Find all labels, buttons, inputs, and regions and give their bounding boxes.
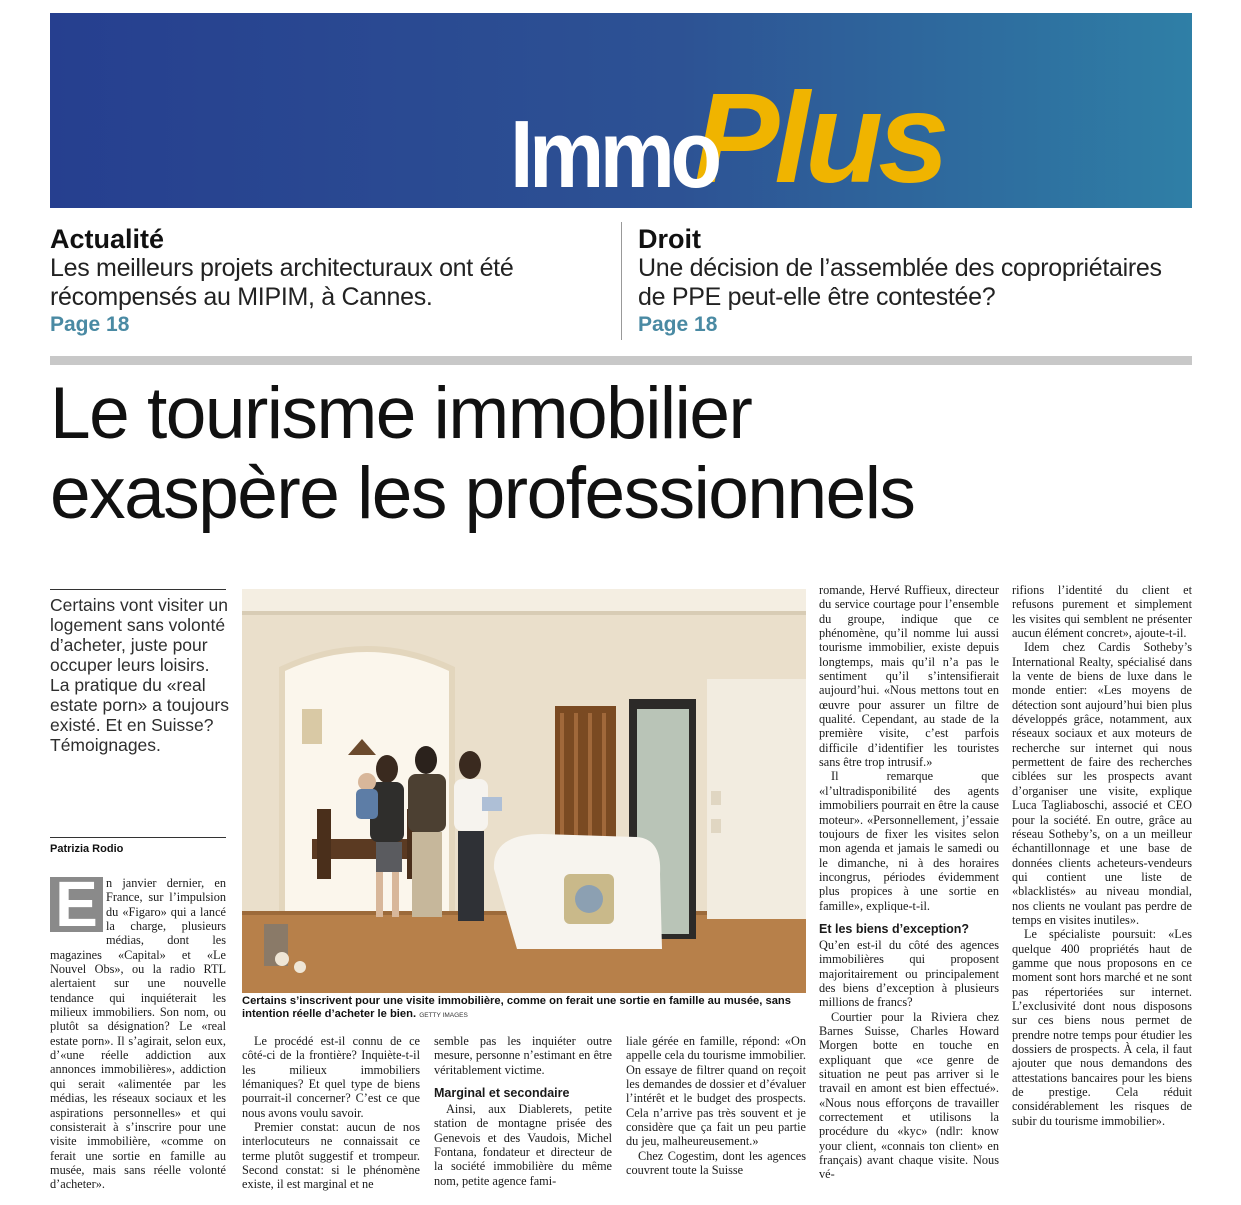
masthead-banner	[50, 13, 1192, 208]
teaser-page-ref[interactable]: Page 18	[50, 313, 130, 336]
body-paragraph: Ainsi, aux Diablerets, petite station de montagne prisée des Genevois et des Vaudois, Michel Fontana, fondateur et directeur de la société immobilière du même nom, petite agence fami-	[434, 1102, 612, 1188]
dropcap-spacer	[50, 876, 106, 934]
body-paragraph: Idem chez Cardis Sotheby’s International Realty, spécialisé dans la vente de biens de luxe dans le monde entier: «Les moyens de détection sont aujourd’hui bien plus développés grâce, notamment, aux réseaux sociaux et aux moteurs de recherche sur internet qui nous permettent de faire des recherches ciblées sur les prospects avant d’organiser une visite, explique Luca Tagliaboschi, associé et CEO pour la société. En outre, grâce au réseau Sotheby’s, on a un meilleur échantillonnage et une base de données clients acheteurs-vendeurs qui contient une liste de «blacklistés» au niveau mondial, nos clients ne voulant pas perdre de temps en visites inutiles».	[1012, 640, 1192, 927]
body-paragraph: romande, Hervé Ruffieux, directeur du service courtage pour l’ensemble du groupe, indique que ce phénomène, qu’il nomme lui aussi tourisme immobilier, existe depuis longtemps, mais qu’il n’a pas le sentiment qu’il s’intensifierait aujourd’hui. «Nous mettons tout en œuvre pour assurer un filtre de qualité. Cependant, au stade de la première visite, c’est parfois difficile d’identifier les touristes sans être trop intrusif.»	[819, 583, 999, 770]
body-column-3	[434, 1034, 612, 1188]
body-column-2	[242, 1034, 420, 1192]
headline-rule	[50, 356, 1192, 365]
caption-text: Certains s’inscrivent pour une visite immobilière, comme on ferait une sortie en famille au musée, sans intention réelle d’acheter le bien.	[242, 995, 791, 1020]
logo-immo: Immo	[510, 101, 718, 208]
body-paragraph: Premier constat: aucun de nos interlocuteurs ne connaissait ce terme plutôt suggestif et trompeur. Second constat: si le phénomène existe, il est marginal et ne	[242, 1120, 420, 1192]
headline-line: exaspère les professionnels	[50, 453, 915, 534]
teaser-droit[interactable]	[638, 224, 1194, 338]
teaser-category: Droit	[638, 224, 701, 254]
dropcap: E	[50, 877, 103, 932]
body-paragraph: Qu’en est-il du côté des agences immobilières qui proposent majoritairement ou principalement des biens d’exception à plusieurs millions de francs?	[819, 937, 999, 1010]
body-paragraph: semble pas les inquiéter outre mesure, personne n’estimant en être véritablement victime.	[434, 1034, 612, 1077]
body-paragraph: Courtier pour la Riviera chez Barnes Suisse, Charles Howard Morgen botte en touche en expliquant que «ce genre de situation ne peut pas arriver si le travail en amont est bien effectué». «Nous nous efforçons de travailler correctement et utilisons la procédure du «kyc» (ndlr: know your client, «connais ton client» en français) avant chaque visite. Nous vé-	[819, 1009, 999, 1182]
subheading: Marginal et secondaire	[434, 1086, 570, 1101]
body-paragraph: Le spécialiste poursuit: «Les quelque 400 propriétés haut de gamme que nous proposons en ce moment sont hors marché et ne sont pas répertoriées sur internet. L’exclusivité dont nous disposons sur ces biens nous permet de prendre notre temps pour étudier les dossiers de prospects. À cela, il faut ajouter que nous demandons des attestations bancaires pour les biens de prestige. Cela réduit considérablement les risques de subir du tourisme immobilier».	[1012, 927, 1192, 1128]
body-paragraph: Chez Cogestim, dont les agences couvrent toute la Suisse	[626, 1148, 806, 1178]
body-paragraph: Le procédé est-il connu de ce côté-ci de la frontière? Inquiète-t-il les milieux immobiliers lémaniques? Et quel type de biens pourrait-il concerner? C’est ce que nous avons voulu savoir.	[242, 1034, 420, 1120]
subheading: Et les biens d’exception?	[819, 921, 970, 936]
photo-credit: GETTY IMAGES	[419, 1012, 468, 1019]
article-headline	[50, 374, 1210, 534]
photo-caption	[242, 995, 808, 1022]
body-paragraph: Il remarque que «l’ultradisponibilité des agents immobiliers pourrait en être la cause moteur». «Personnellement, j’essaie toujours de fixer les visites selon mon agenda et jamais le samedi ou le dimanche, ni à des horaires incongrus, périodes évidemment plus propices à une sortie en famille», explique-t-il.	[819, 769, 999, 913]
teaser-category: Actualité	[50, 224, 165, 254]
body-paragraph: liale gérée en famille, répond: «On appelle cela du tourisme immobilier. On essaye de filtrer quand on reçoit les demandes de dossier et d’évaluer l’intérêt et le budget des prospects. Cela n’arrive pas très souvent et je considère que ça fait un peu partie du jeu, malheureusement.»	[626, 1034, 806, 1149]
headline-line: Le tourisme immobilier	[50, 373, 752, 454]
body-column-6	[1012, 583, 1192, 1128]
immoplus-logo	[510, 67, 945, 208]
teaser-actualite[interactable]	[50, 224, 610, 338]
teaser-page-ref[interactable]: Page 18	[638, 313, 718, 336]
body-paragraph: n janvier dernier, en France, sur l’impulsion du «Figaro» qui a lancé la charge, plusieurs médias, dont les magazines «Capital» et «Le Nouvel Obs», ou la radio RTL alertaient sur une nouvelle tendance qui inquiéterait les milieux immobiliers. Son nom, ou plutôt sa désignation? Le «real estate porn». Il s’agirait, selon eux, d’«une réelle addiction aux annonces immobilières», addiction qui serait «alimentée par les médias, les réseaux sociaux et les aspirations personnelles» et qui consisterait à s’inscrire pour une visite immobilière, «comme on ferait une sortie en famille au musée, mais sans réelle volonté d’acheter».	[50, 876, 226, 1192]
teaser-text: Une décision de l’assemblée des copropriétaires de PPE peut-elle être contestée?	[638, 254, 1162, 311]
house-visit-illustration	[242, 589, 806, 993]
lead-rule	[50, 589, 226, 590]
article-author: Patrizia Rodio	[50, 843, 124, 855]
body-paragraph: rifions l’identité du client et refusons purement et simplement les visites qui semblent ne présenter aucun élément concret», ajoute-t-il.	[1012, 583, 1192, 641]
article-lead: Certains vont visiter un logement sans volonté d’acheter, juste pour occuper leurs loisirs. La pratique du «real estate porn» a toujours existé. Et en Suisse? Témoignages.	[50, 595, 230, 755]
body-column-5	[819, 583, 999, 1182]
article-photo	[242, 589, 806, 993]
teaser-divider	[621, 222, 622, 340]
author-rule	[50, 837, 226, 838]
body-column-4	[626, 1034, 806, 1177]
logo-plus: Plus	[694, 67, 945, 208]
body-column-1	[50, 876, 226, 1192]
teaser-text: Les meilleurs projets architecturaux ont été récompensés au MIPIM, à Cannes.	[50, 254, 514, 311]
